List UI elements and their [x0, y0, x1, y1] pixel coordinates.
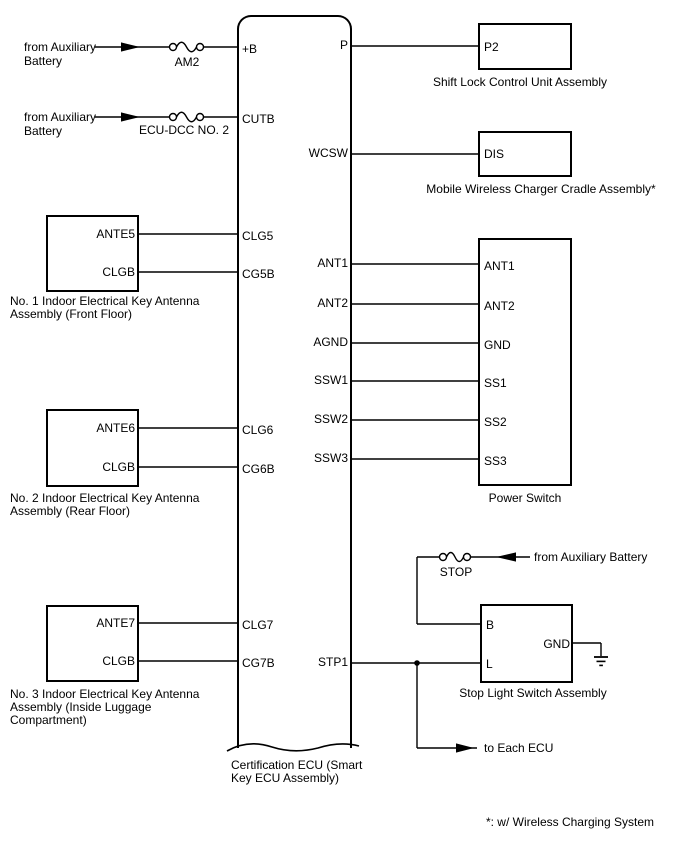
fuse-am2-icon	[170, 42, 204, 52]
fuse-stop-icon	[440, 553, 471, 562]
fuse-ecu-dcc-label: ECU-DCC NO. 2	[138, 123, 229, 137]
ecu-pin-cg5b: CG5B	[242, 267, 275, 281]
stop-source-label: from Auxiliary Battery	[534, 550, 648, 564]
shift-lock-pin-p2: P2	[484, 40, 499, 54]
ecu-caption: Certification ECU (Smart Key ECU Assembly)	[231, 758, 363, 785]
charger-cradle-caption: Mobile Wireless Charger Cradle Assembly*	[426, 182, 656, 196]
arrow-left-icon	[496, 552, 516, 561]
ecu-pin-ant2: ANT2	[317, 296, 348, 310]
ecu-pin-ant1: ANT1	[317, 256, 348, 270]
ecu-pin-wcsw: WCSW	[308, 146, 348, 160]
antenna2-caption: No. 2 Indoor Electrical Key Antenna Assembly (Rear Floor)	[10, 491, 200, 518]
power-switch-box	[478, 238, 572, 486]
arrow-right-icon	[121, 42, 140, 51]
antenna1-pin-ante5: ANTE5	[96, 227, 135, 241]
antenna3-pin-clgb: CLGB	[102, 654, 135, 668]
antenna1-pin-clgb: CLGB	[102, 265, 135, 279]
ecu-pin-cutb: CUTB	[242, 112, 275, 126]
ecu-pin-ssw2: SSW2	[313, 412, 348, 426]
ecu-pin-ssw3: SSW3	[313, 451, 348, 465]
ground-icon	[572, 643, 608, 665]
ecu-pin-cg7b: CG7B	[242, 656, 275, 670]
power-switch-pin-ant2: ANT2	[484, 299, 515, 313]
ecu-pin-plus-b: +B	[242, 42, 258, 56]
feed1-source-label: from Auxiliary Battery	[24, 40, 97, 68]
to-each-ecu-label: to Each ECU	[484, 741, 554, 755]
antenna2-pin-ante6: ANTE6	[96, 421, 135, 435]
fuse-stop-label: STOP	[439, 565, 473, 579]
power-switch-pin-gnd: GND	[484, 338, 511, 352]
antenna3-caption: No. 3 Indoor Electrical Key Antenna Assembly (Inside Luggage Compartment)	[10, 687, 200, 727]
antenna2-wires	[138, 428, 238, 467]
fuse-am2-label: AM2	[174, 55, 200, 69]
power-switch-pin-ss3: SS3	[484, 454, 507, 468]
power-switch-caption: Power Switch	[488, 491, 562, 505]
stop-light-pin-l: L	[486, 657, 493, 671]
footnote: *: w/ Wireless Charging System	[485, 815, 654, 829]
ecu-pin-agnd: AGND	[313, 335, 348, 349]
power-switch-pin-ss2: SS2	[484, 415, 507, 429]
antenna3-pin-ante7: ANTE7	[96, 616, 135, 630]
ecu-pin-stp1: STP1	[317, 655, 348, 669]
feed2-wire	[95, 112, 238, 122]
arrow-right-icon	[121, 112, 140, 121]
antenna2-pin-clgb: CLGB	[102, 460, 135, 474]
stp1-wire	[351, 660, 481, 752]
power-switch-pin-ant1: ANT1	[484, 259, 515, 273]
power-switch-pin-ss1: SS1	[484, 376, 507, 390]
ecu-pin-clg7: CLG7	[242, 618, 274, 632]
charger-cradle-pin-dis: DIS	[484, 147, 505, 161]
ecu-pin-p: P	[339, 38, 348, 52]
stop-light-pin-gnd: GND	[543, 637, 570, 651]
power-switch-wires	[351, 264, 479, 459]
fuse-ecu-dcc-icon	[170, 112, 204, 122]
antenna3-wires	[138, 623, 238, 661]
antenna1-caption: No. 1 Indoor Electrical Key Antenna Assembly (Front Floor)	[10, 294, 200, 321]
antenna1-wires	[138, 234, 238, 272]
ecu-pin-clg5: CLG5	[242, 229, 274, 243]
feed1-wire	[95, 42, 238, 52]
ecu-pin-cg6b: CG6B	[242, 462, 275, 476]
stop-light-pin-b: B	[486, 618, 495, 632]
feed2-source-label: from Auxiliary Battery	[24, 110, 97, 138]
stop-light-switch-caption: Stop Light Switch Assembly	[459, 686, 607, 700]
ecu-pin-clg6: CLG6	[242, 423, 274, 437]
shift-lock-caption: Shift Lock Control Unit Assembly	[432, 75, 608, 89]
arrow-right-icon	[456, 743, 474, 752]
ecu-pin-ssw1: SSW1	[313, 373, 348, 387]
